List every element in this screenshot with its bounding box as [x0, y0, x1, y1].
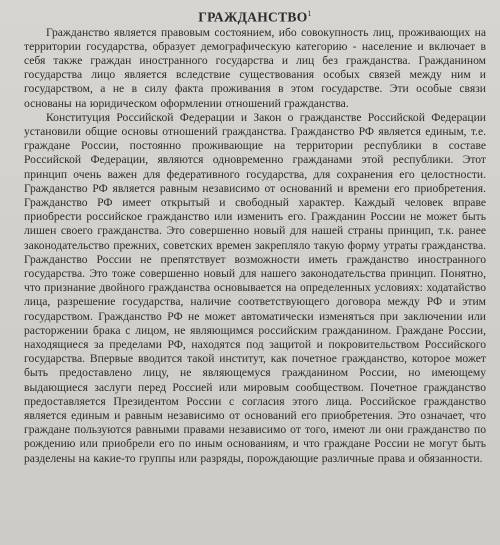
page-title — [24, 6, 486, 25]
paragraph-1: Гражданство является правовым состоянием, ибо совокупность лиц, проживающих на территории государства, образует демографическую категорию - население и включает в себя также граждан иностранного государства и лиц без гражданства. Гражданином государства лицо является вследствие существования особых связей между ним и государством, а не в силу факта проживания в этом государстве. Эти особые связи основаны на юридическом оформлении отношений гражданства. — [24, 25, 486, 110]
paragraph-2: Конституция Российской Федерации и Закон о гражданстве Российской Федерации установили общие основы отношений гражданства. Гражданство РФ является единым, т.е. граждане России, постоянно проживающие на территории республики в составе Российской Федерации, являются одновременно гражданами этой республики. Этот принцип очень важен для федеративного государства, для сохранения его целостности. Гражданство РФ является равным независимо от оснований и времени его приобретения. Гражданство РФ имеет открытый и свободный характер. Каждый человек вправе приобрести российское гражданство или изменить его. Гражданин России не может быть лишен своего гражданства. Это совершенно новый для нашей страны принцип, т.к. ранее законодательство прежних, советских времен закрепляло такую форму утраты гражданства. Гражданство России не препятствует возможности иметь гражданство иностранного государства. Это тоже совершенно новый для нашего законодательства принцип. Понятно, что признание двойного гражданства основывается на определенных условиях: ходатайство лица, разрешение государства, наличие соответствующего договора между РФ и этим государством. Гражданство РФ не может автоматически изменяться при заключении или расторжении брака с лицом, не являющимся российским гражданином. Граждане России, находящиеся за пределами РФ, находятся под защитой и покровительством Российского государства. Впервые вводится такой институт, как почетное гражданство, которое может быть предоставлено лицу, не являющемуся гражданином России, но имеющему выдающиеся заслуги перед Россией или мировым сообществом. Почетное гражданство предоставляется Президентом России с согласия этого лица. Российское гражданство является единым и равным независимо от оснований его приобретения. Это означает, что граждане пользуются равными правами независимо от того, имеют ли они гражданство по рождению или приобрели его по иным основаниям, и что граждане России не могут быть разделены на какие-то группы или разряды, порождающие различные права и обязанности. — [24, 110, 486, 465]
title-text: ГРАЖДАНСТВО — [198, 9, 308, 25]
footnote-mark: 1 — [307, 9, 312, 18]
